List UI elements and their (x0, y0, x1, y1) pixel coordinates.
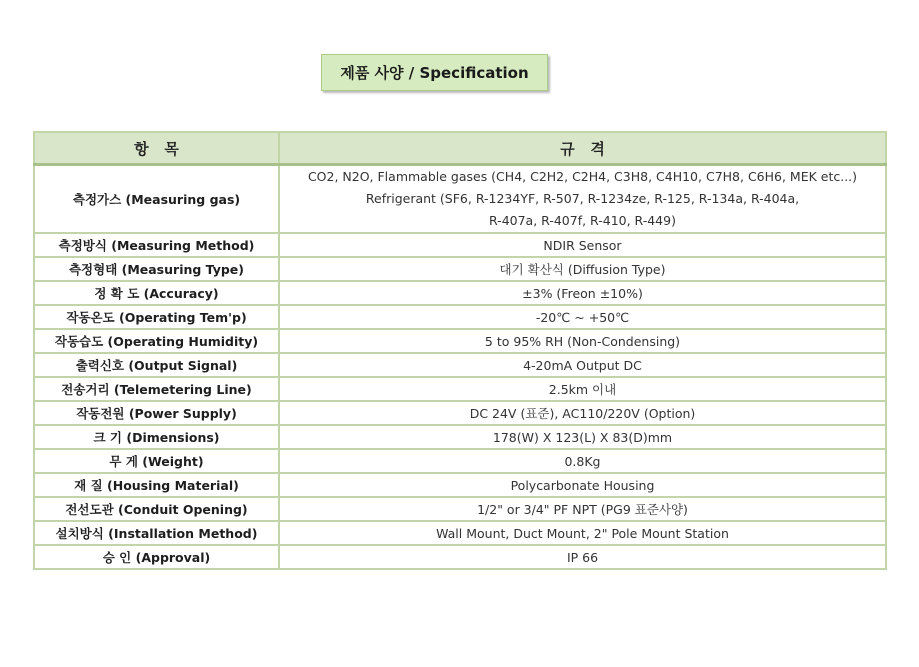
table-row (34, 521, 886, 545)
row-item: 승 인 (Approval) (34, 545, 279, 569)
table-header-row (34, 132, 886, 165)
row-item: 무 게 (Weight) (34, 449, 279, 473)
row-item: 작동전원 (Power Supply) (34, 401, 279, 425)
table-row (34, 305, 886, 329)
row-item: 측정가스 (Measuring gas) (34, 165, 279, 234)
table-row (34, 257, 886, 281)
row-item: 작동온도 (Operating Tem'p) (34, 305, 279, 329)
row-value: 0.8Kg (279, 449, 886, 473)
header-spec: 규 격 (279, 132, 886, 165)
row-value: NDIR Sensor (279, 233, 886, 257)
row-value: 178(W) X 123(L) X 83(D)mm (279, 425, 886, 449)
row-value: DC 24V (표준), AC110/220V (Option) (279, 401, 886, 425)
row-item: 크 기 (Dimensions) (34, 425, 279, 449)
specification-table (33, 131, 887, 570)
header-item: 항 목 (34, 132, 279, 165)
table-row (34, 449, 886, 473)
row-item: 정 확 도 (Accuracy) (34, 281, 279, 305)
gas-line-2: Refrigerant (SF6, R-1234YF, R-507, R-1234ze, R-125, R-134a, R-404a, (365, 191, 800, 206)
table-row (34, 425, 886, 449)
table-row-measuring-gas (34, 165, 886, 234)
table-row (34, 497, 886, 521)
table-row (34, 377, 886, 401)
gas-line-3: R-407a, R-407f, R-410, R-449) (489, 213, 676, 228)
gas-line-1: CO2, N2O, Flammable gases (CH4, C2H2, C2H4, C3H8, C4H10, C7H8, C6H6, MEK etc...) (307, 169, 858, 184)
table-row (34, 329, 886, 353)
row-value: 4-20mA Output DC (279, 353, 886, 377)
table-row (34, 353, 886, 377)
row-item: 측정형태 (Measuring Type) (34, 257, 279, 281)
table-row (34, 473, 886, 497)
row-value: Polycarbonate Housing (279, 473, 886, 497)
row-item: 전선도관 (Conduit Opening) (34, 497, 279, 521)
row-item: 출력신호 (Output Signal) (34, 353, 279, 377)
row-item: 전송거리 (Telemetering Line) (34, 377, 279, 401)
table-row (34, 545, 886, 569)
row-value: ±3% (Freon ±10%) (279, 281, 886, 305)
table-row (34, 401, 886, 425)
row-value: 5 to 95% RH (Non-Condensing) (279, 329, 886, 353)
row-item: 측정방식 (Measuring Method) (34, 233, 279, 257)
row-value (279, 165, 886, 234)
row-value: 2.5km 이내 (279, 377, 886, 401)
page-title: 제품 사양 / Specification (321, 54, 548, 91)
row-item: 설치방식 (Installation Method) (34, 521, 279, 545)
row-value: 1/2" or 3/4" PF NPT (PG9 표준사양) (279, 497, 886, 521)
row-value: 대기 확산식 (Diffusion Type) (279, 257, 886, 281)
row-value: -20℃ ~ +50℃ (279, 305, 886, 329)
table-row (34, 281, 886, 305)
row-value: Wall Mount, Duct Mount, 2" Pole Mount Station (279, 521, 886, 545)
row-item: 재 질 (Housing Material) (34, 473, 279, 497)
row-value: IP 66 (279, 545, 886, 569)
row-item: 작동습도 (Operating Humidity) (34, 329, 279, 353)
table-row (34, 233, 886, 257)
